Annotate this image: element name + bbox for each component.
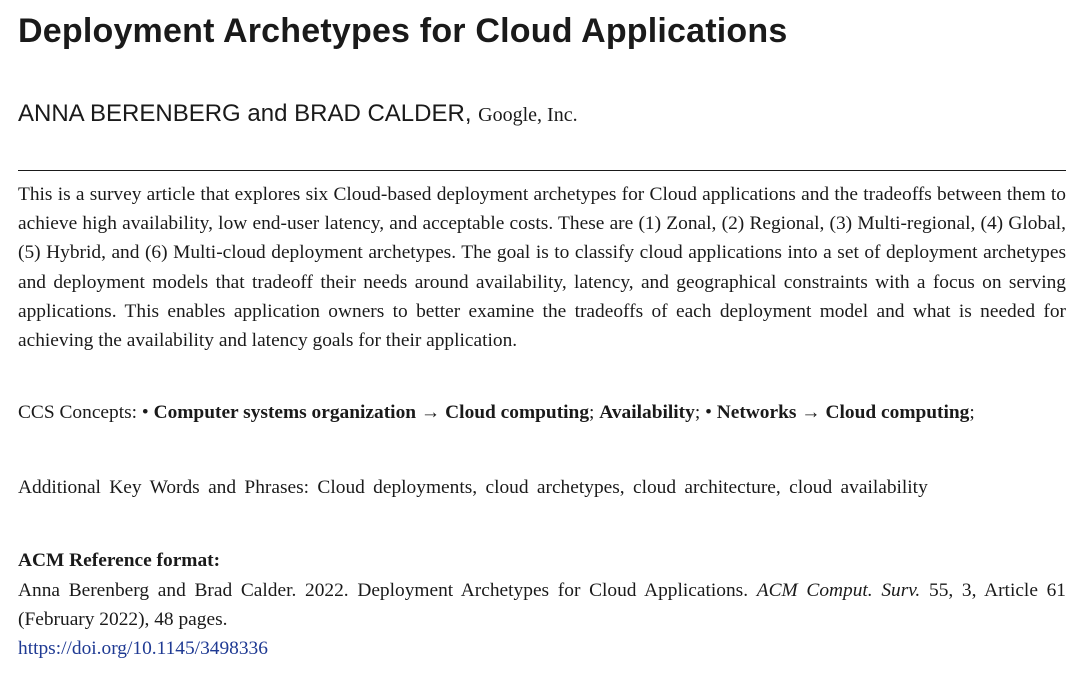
keywords-text: Cloud deployments, cloud archetypes, cloud architecture, cloud availability — [317, 477, 928, 498]
keywords — [18, 473, 1066, 502]
ccs-separator: ; — [589, 402, 595, 423]
abstract-paragraph: This is a survey article that explores six Cloud-based deployment archetypes for Cloud applications and the tradeoffs between them to achieve high availability, low end-user latency, and acceptable costs. These are (1) Zonal, (2) Regional, (3) Multi-regional, (4) Global, (5) Hybrid, and (6) Multi-cloud deployment archetypes. The goal is to classify cloud applications into a set of deployment archetypes and deployment models that tradeoff their needs around availability, latency, and geographical constraints with a focus on serving applications. This enables application owners to better examine the tradeoffs of each deployment model and what is needed for achieving the availability and latency goals for their application. — [18, 184, 1066, 352]
ccs-bullet: • — [141, 402, 149, 423]
keywords-label: Additional Key Words and Phrases: — [18, 477, 310, 498]
citation-text: Anna Berenberg and Brad Calder. 2022. Deployment Archetypes for Cloud Applications. — [18, 580, 749, 601]
ccs-term: Computer systems organization — [153, 402, 417, 423]
doi-link[interactable]: https://doi.org/10.1145/3498336 — [18, 638, 268, 659]
ccs-term: Cloud computing — [445, 402, 590, 423]
ccs-term: Availability — [599, 402, 695, 423]
ccs-separator: ; — [694, 402, 701, 423]
ccs-arrow: → — [801, 402, 821, 423]
author-names: ANNA BERENBERG and BRAD CALDER, — [18, 100, 472, 127]
reference-citation — [18, 576, 1066, 663]
header-divider — [18, 170, 1066, 171]
ccs-term: Cloud computing — [825, 402, 970, 423]
ccs-label: CCS Concepts: — [18, 402, 138, 423]
ccs-concepts — [18, 398, 1066, 427]
ccs-term: Networks — [716, 402, 797, 423]
reference-heading: ACM Reference format: — [18, 550, 221, 571]
ccs-separator: ; — [969, 402, 975, 423]
paper-title: Deployment Archetypes for Cloud Applications — [18, 12, 788, 50]
ccs-arrow: → — [420, 402, 441, 423]
journal-name: ACM Comput. Surv. — [756, 580, 921, 601]
author-line — [18, 100, 578, 128]
ccs-bullet: • — [705, 402, 712, 423]
citation-details: 55, 3, Article 61 (February 2022), 48 pages. — [18, 580, 1067, 630]
author-affiliation: Google, Inc. — [478, 104, 578, 126]
